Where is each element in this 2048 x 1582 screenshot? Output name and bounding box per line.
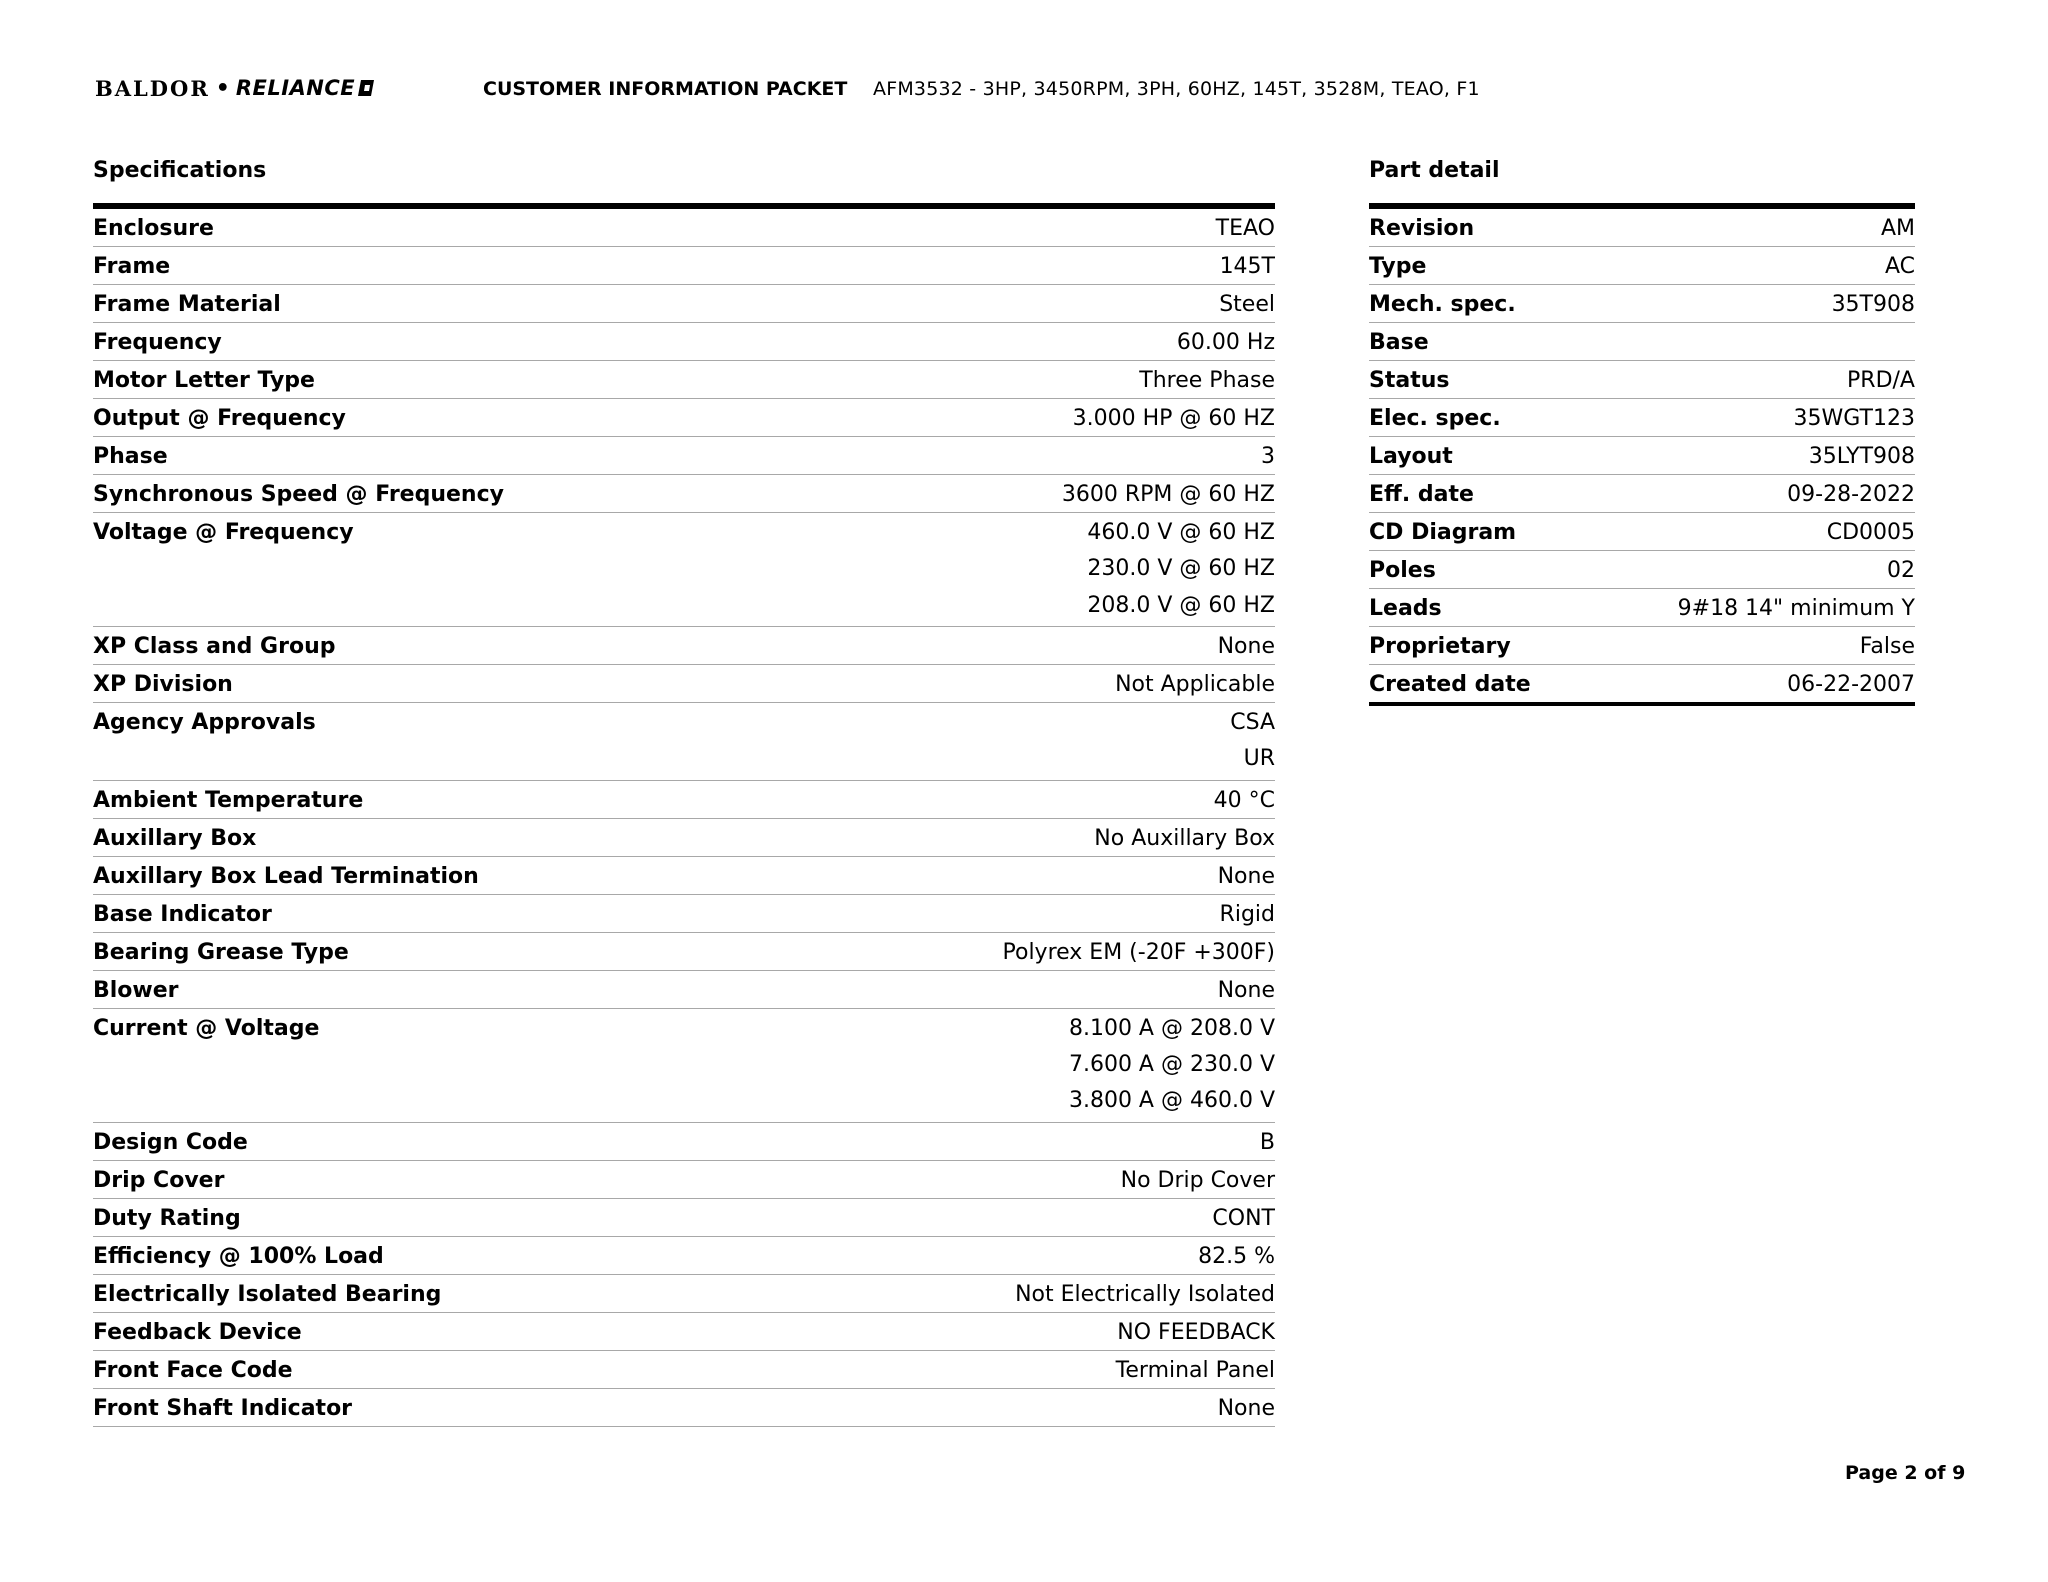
part-detail-section [1369, 155, 1915, 706]
row-label: Bearing Grease Type [93, 939, 349, 965]
row-label: Auxillary Box Lead Termination [93, 863, 479, 889]
row-label: Type [1369, 254, 1427, 279]
row-value: CSA [1230, 710, 1275, 735]
row-values [1678, 594, 1915, 624]
row-value: Not Applicable [1115, 672, 1275, 697]
table-row [1369, 323, 1915, 361]
row-value: 60.00 Hz [1176, 330, 1275, 355]
packet-title: CUSTOMER INFORMATION PACKET [483, 78, 848, 100]
table-row [1369, 665, 1915, 702]
row-value: 09-28-2022 [1787, 482, 1915, 507]
row-value: 35WGT123 [1793, 406, 1915, 431]
row-value: 06-22-2007 [1787, 672, 1915, 697]
specifications-section [93, 155, 1275, 1427]
row-value: None [1217, 977, 1275, 1003]
specifications-title: Specifications [93, 158, 267, 183]
row-values [1087, 518, 1275, 624]
row-value: 208.0 V @ 60 HZ [1087, 592, 1275, 618]
row-values [1218, 632, 1275, 662]
table-row [93, 1009, 1275, 1123]
table-row [93, 475, 1275, 513]
row-value: 9#18 14" minimum Y [1677, 596, 1915, 621]
row-values [1787, 480, 1915, 510]
table-row [93, 399, 1275, 437]
row-value: 7.600 A @ 230.0 V [1068, 1051, 1275, 1077]
row-label: Created date [1369, 672, 1531, 697]
row-label: Duty Rating [93, 1205, 241, 1231]
row-values [1261, 442, 1275, 472]
row-value: 35T908 [1831, 292, 1915, 317]
table-row [93, 1199, 1275, 1237]
row-value: None [1217, 1395, 1275, 1421]
table-row [93, 1161, 1275, 1199]
table-row [93, 513, 1275, 627]
row-label: Electrically Isolated Bearing [93, 1281, 442, 1307]
reliance-mark-icon [358, 80, 374, 96]
table-row [1369, 399, 1915, 437]
table-row [1369, 551, 1915, 589]
row-values [1015, 1280, 1275, 1310]
table-row [93, 361, 1275, 399]
row-value: B [1259, 1129, 1275, 1155]
row-label: XP Division [93, 672, 233, 697]
row-values [1062, 480, 1275, 510]
row-label: Leads [1369, 596, 1442, 621]
row-value: 35LYT908 [1808, 444, 1915, 469]
table-row [93, 857, 1275, 895]
row-values [1003, 938, 1276, 968]
row-value: 145T [1219, 254, 1275, 279]
row-values [1809, 442, 1915, 472]
row-value: NO FEEDBACK [1117, 1319, 1275, 1345]
row-values [1177, 328, 1275, 358]
row-values [1094, 824, 1275, 854]
row-value: AC [1884, 254, 1915, 279]
table-row [1369, 209, 1915, 247]
specifications-table [93, 203, 1275, 1427]
row-value: 3 [1261, 444, 1275, 469]
page-number: Page 2 of 9 [1845, 1462, 1966, 1484]
table-row [1369, 247, 1915, 285]
row-label: Eff. date [1369, 482, 1474, 507]
row-label: Proprietary [1369, 634, 1511, 659]
row-values [1069, 1014, 1275, 1120]
table-row [93, 665, 1275, 703]
row-label: Ambient Temperature [93, 787, 364, 813]
row-value: 40 °C [1213, 787, 1275, 813]
table-row [93, 627, 1275, 665]
row-value: None [1217, 863, 1275, 889]
row-values [1827, 518, 1915, 548]
row-label: Enclosure [93, 216, 214, 241]
row-values [1860, 632, 1915, 662]
table-row [93, 285, 1275, 323]
table-row [93, 437, 1275, 475]
table-row [1369, 513, 1915, 551]
table-row [1369, 361, 1915, 399]
row-label: Motor Letter Type [93, 368, 315, 393]
row-value: None [1217, 634, 1275, 659]
row-values [1116, 1356, 1275, 1386]
table-row [93, 703, 1275, 781]
row-value: PRD/A [1847, 368, 1915, 393]
row-values [1847, 366, 1915, 396]
row-label: Blower [93, 977, 179, 1003]
row-values [1212, 1204, 1275, 1234]
row-values [1220, 900, 1275, 930]
row-values [1214, 786, 1275, 816]
row-label: Voltage @ Frequency [93, 520, 354, 545]
row-values [1117, 1318, 1275, 1348]
row-values [1073, 404, 1275, 434]
row-values [1218, 1394, 1275, 1424]
row-values [1216, 214, 1275, 244]
row-label: Frequency [93, 330, 222, 355]
table-row [93, 971, 1275, 1009]
row-label: Synchronous Speed @ Frequency [93, 482, 504, 507]
row-label: Poles [1369, 558, 1436, 583]
table-row [93, 895, 1275, 933]
row-value: 230.0 V @ 60 HZ [1087, 556, 1275, 581]
part-detail-table [1369, 203, 1915, 706]
table-row [93, 819, 1275, 857]
table-row [93, 1275, 1275, 1313]
row-values [1794, 404, 1915, 434]
table-row [93, 1313, 1275, 1351]
row-value: Polyrex EM (-20F +300F) [1002, 939, 1275, 965]
row-value: Not Electrically Isolated [1015, 1281, 1275, 1307]
row-value: Steel [1219, 292, 1275, 317]
row-label: Feedback Device [93, 1319, 302, 1345]
row-values [1218, 976, 1275, 1006]
row-label: Status [1369, 368, 1450, 393]
row-values [1220, 252, 1275, 282]
row-label: Base [1369, 330, 1429, 355]
row-value: 3600 RPM @ 60 HZ [1061, 482, 1275, 507]
row-values [1115, 670, 1275, 700]
row-label: Current @ Voltage [93, 1015, 320, 1041]
row-label: Layout [1369, 444, 1453, 469]
row-value: No Drip Cover [1120, 1167, 1275, 1193]
row-label: Design Code [93, 1129, 248, 1155]
row-values [1832, 290, 1915, 320]
row-label: Output @ Frequency [93, 406, 346, 431]
row-values [1218, 862, 1275, 892]
row-values [1887, 556, 1915, 586]
baldor-reliance-logo [95, 70, 440, 106]
row-label: Front Face Code [93, 1357, 293, 1383]
table-row [93, 933, 1275, 971]
row-values [1787, 670, 1915, 700]
row-label: Frame Material [93, 292, 281, 317]
row-values [1230, 708, 1275, 778]
row-value: 02 [1887, 558, 1915, 583]
part-detail-title: Part detail [1369, 158, 1500, 183]
page-header [95, 70, 1480, 106]
row-label: Agency Approvals [93, 710, 316, 735]
row-value: Rigid [1219, 901, 1275, 927]
table-row [93, 1237, 1275, 1275]
row-label: Frame [93, 254, 171, 279]
row-value: 8.100 A @ 208.0 V [1068, 1015, 1275, 1041]
row-value: 82.5 % [1198, 1243, 1275, 1269]
row-value: Three Phase [1139, 368, 1275, 393]
row-label: XP Class and Group [93, 634, 336, 659]
row-values [1881, 214, 1915, 244]
table-row [1369, 589, 1915, 627]
row-label: CD Diagram [1369, 520, 1517, 545]
row-value: 3.800 A @ 460.0 V [1068, 1088, 1275, 1113]
table-row [1369, 437, 1915, 475]
row-values [1198, 1242, 1275, 1272]
row-label: Revision [1369, 216, 1475, 241]
row-values [1885, 252, 1915, 282]
row-value: CD0005 [1826, 520, 1915, 545]
row-value: TEAO [1215, 216, 1275, 241]
table-row [93, 1123, 1275, 1161]
table-row [93, 1389, 1275, 1427]
table-row [1369, 285, 1915, 323]
table-row [93, 247, 1275, 285]
row-label: Efficiency @ 100% Load [93, 1243, 384, 1269]
table-row [1369, 475, 1915, 513]
row-label: Auxillary Box [93, 825, 257, 851]
row-values [1260, 1128, 1275, 1158]
row-values [1219, 290, 1275, 320]
row-values [1139, 366, 1275, 396]
row-label: Mech. spec. [1369, 292, 1516, 317]
row-value: 460.0 V @ 60 HZ [1087, 520, 1275, 545]
row-value: Terminal Panel [1115, 1357, 1275, 1383]
row-values [1121, 1166, 1275, 1196]
table-row [1369, 627, 1915, 665]
logo-reliance-text: RELIANCE [235, 76, 356, 100]
row-value: CONT [1212, 1205, 1275, 1231]
row-value: 3.000 HP @ 60 HZ [1072, 406, 1275, 431]
row-value: No Auxillary Box [1094, 825, 1275, 851]
row-value: False [1859, 634, 1915, 659]
packet-description: AFM3532 - 3HP, 3450RPM, 3PH, 60HZ, 145T, 3528M, TEAO, F1 [873, 78, 1480, 100]
logo-baldor-text: BALDOR [95, 75, 210, 101]
table-row [93, 209, 1275, 247]
row-value: UR [1243, 746, 1275, 771]
row-label: Base Indicator [93, 901, 272, 927]
row-label: Elec. spec. [1369, 406, 1501, 431]
row-label: Drip Cover [93, 1167, 225, 1193]
table-row [93, 781, 1275, 819]
row-label: Front Shaft Indicator [93, 1395, 353, 1421]
table-row [93, 323, 1275, 361]
row-value: AM [1880, 216, 1915, 241]
logo-separator: • [215, 75, 230, 101]
row-label: Phase [93, 444, 168, 469]
table-row [93, 1351, 1275, 1389]
